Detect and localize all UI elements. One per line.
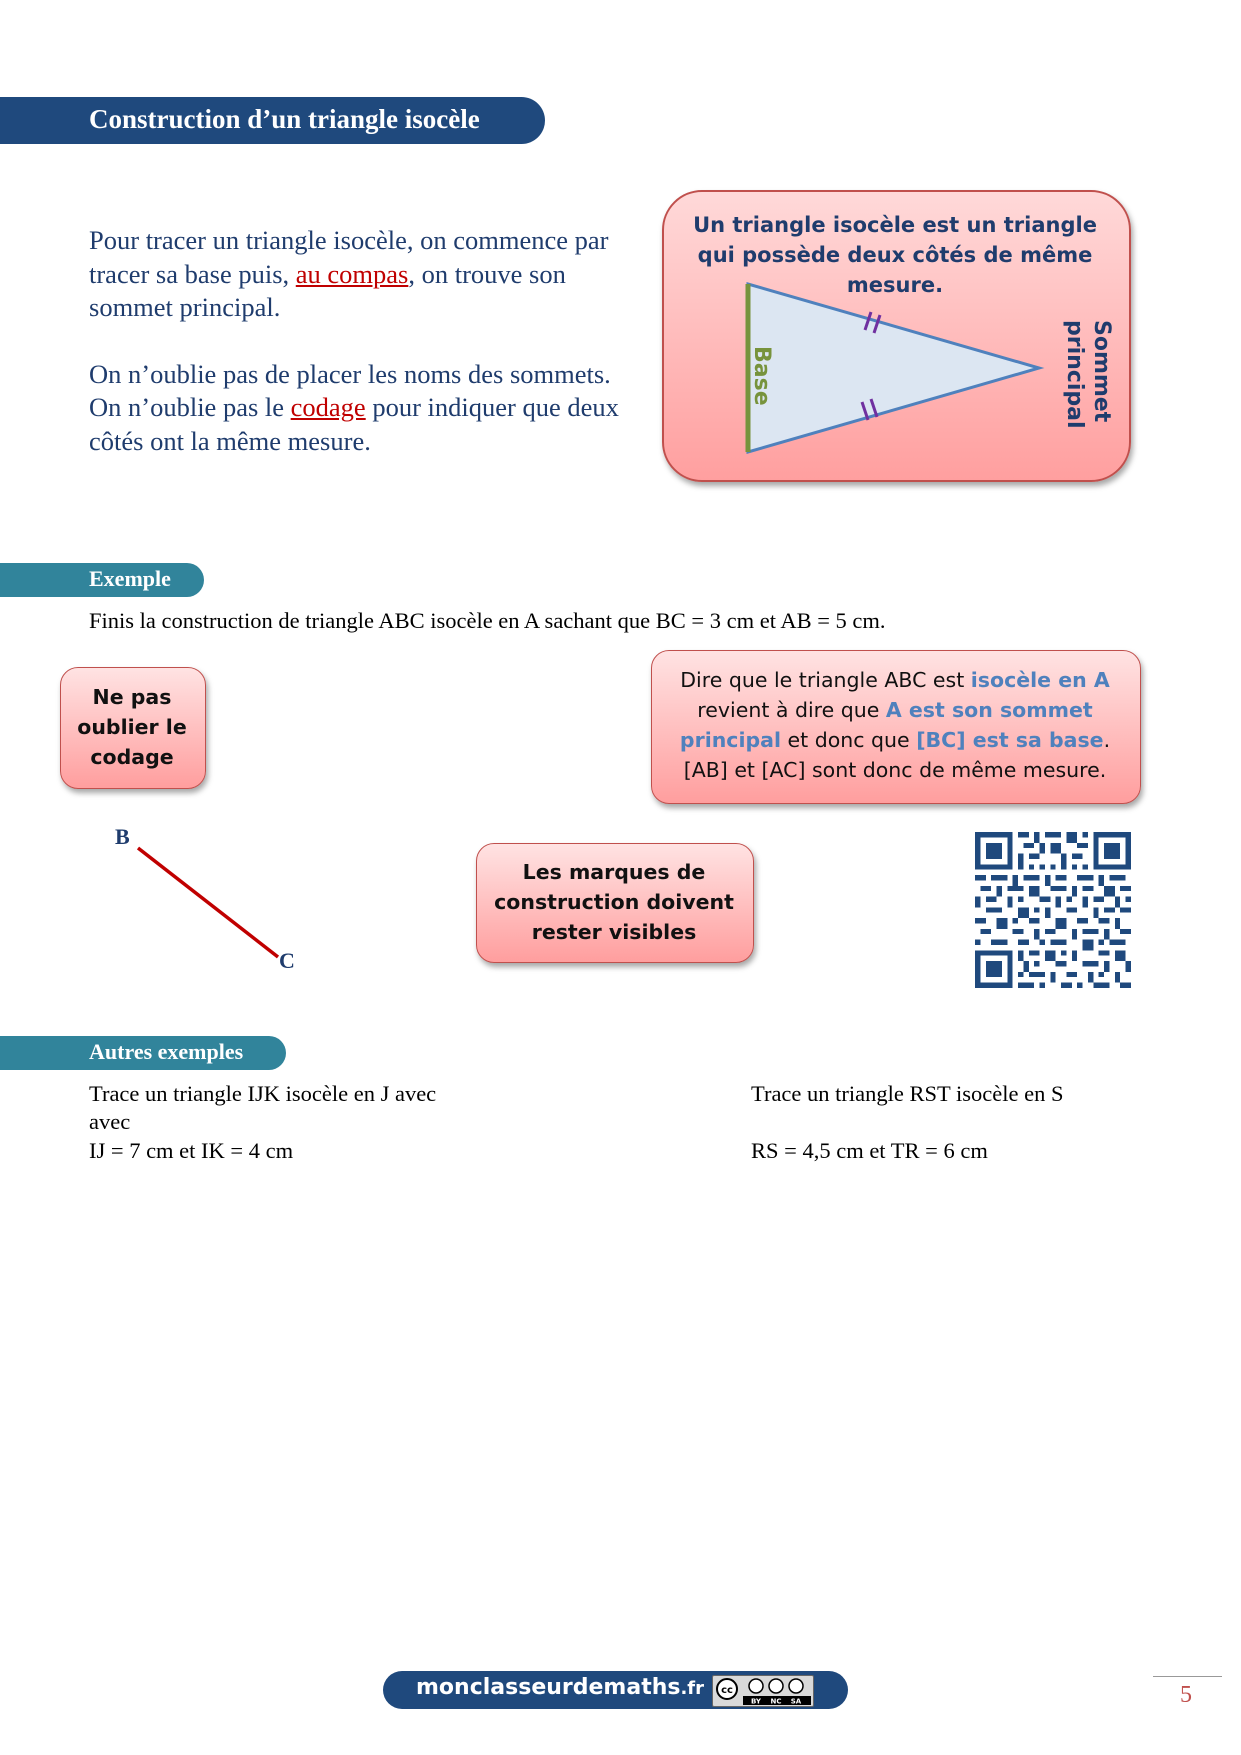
other-example-1-line-3: IJ = 7 cm et IK = 4 cm (89, 1138, 294, 1163)
example-instruction: Finis la construction de triangle ABC isocèle en A sachant que BC = 3 cm et AB = 5 cm. (89, 608, 886, 633)
intro-paragraph-1: Pour tracer un triangle isocèle, on commence par tracer sa base puis, au compas, on trouve son sommet principal. (89, 225, 609, 322)
creative-commons-icon (713, 1676, 813, 1706)
intro-text (89, 224, 629, 458)
other-example-2-line-1: Trace un triangle RST isocèle en S (751, 1081, 1064, 1106)
page-title: Construction d’un triangle isocèle (89, 104, 480, 134)
compass-link-text: au compas (295, 258, 409, 289)
segment-bc (138, 848, 278, 957)
codage-link-text: codage (290, 392, 366, 422)
callout-construction-marks-text: Les marques de construction doivent rester visibles (494, 860, 734, 944)
license-by-text: BY (750, 1697, 762, 1706)
example-section-label: Exemple (89, 566, 171, 591)
license-badge (712, 1675, 814, 1707)
page-number-rule (1153, 1676, 1222, 1677)
license-nc-text: NC (770, 1697, 782, 1706)
footer-site-name[interactable]: monclasseurdemaths.fr (416, 1675, 705, 1700)
callout-codage-text: Ne pas oublier le codage (77, 685, 187, 769)
apex-label-line-1: Sommet (1089, 320, 1114, 423)
intro-paragraph-3: On n’oublie pas le codage pour indiquer que deux côtés ont la même mesure. (89, 392, 619, 456)
definition-text: Un triangle isocèle est un triangle qui possède deux côtés de même mesure. (693, 213, 1097, 297)
point-c-label: C (279, 948, 295, 973)
svg-text:cc: cc (721, 1685, 733, 1696)
segment-bc-diagram (100, 820, 300, 980)
other-example-1-line-2: avec (89, 1109, 131, 1134)
intro-paragraph-2: On n’oublie pas de placer les noms des sommets. (89, 358, 611, 389)
isosceles-triangle-diagram (662, 190, 1128, 480)
point-b-label: B (115, 824, 130, 849)
triangle-fill (748, 284, 1039, 452)
other-example-2-line-2: RS = 4,5 cm et TR = 6 cm (751, 1138, 988, 1163)
other-examples-section-label: Autres exemples (89, 1039, 244, 1064)
other-example-1-line-1: Trace un triangle IJK isocèle en J avec (89, 1081, 437, 1106)
page-number: 5 (1180, 1682, 1192, 1708)
license-sa-text: SA (790, 1697, 802, 1706)
callout-explanation-text: Dire que le triangle ABC est isocèle en A revient à dire que A est son sommet principal et donc que [BC] est sa base. [AB] et [AC] sont donc de même mesure. (679, 668, 1111, 782)
base-label: Base (749, 346, 774, 406)
apex-label-line-2: principal (1062, 320, 1087, 429)
qr-code-image (975, 832, 1131, 988)
